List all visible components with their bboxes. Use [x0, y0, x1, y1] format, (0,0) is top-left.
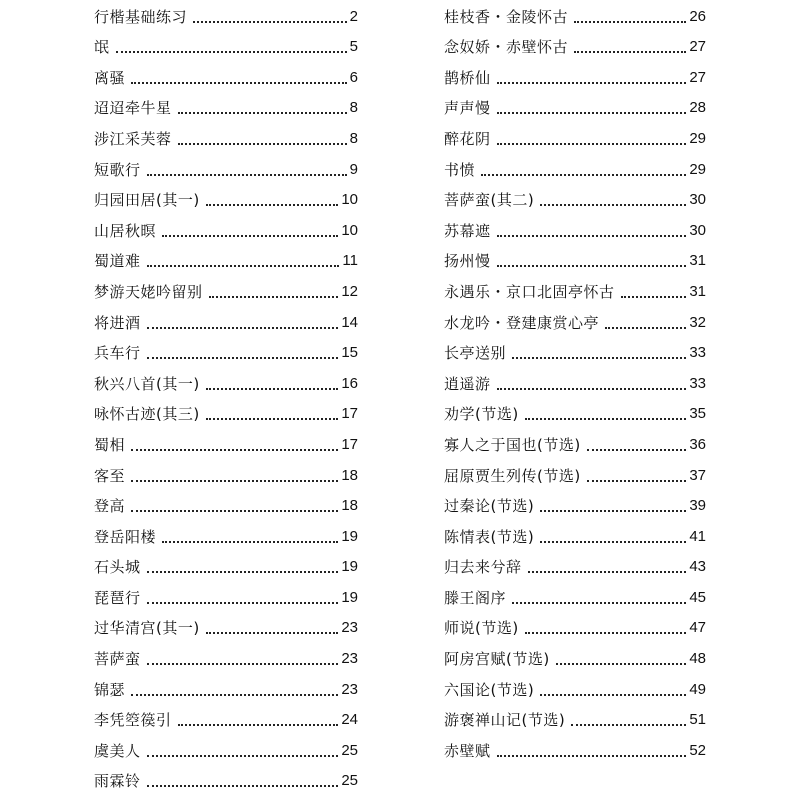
dot-leader: [540, 203, 686, 206]
toc-entry[interactable]: [94, 1, 358, 32]
toc-entry[interactable]: [94, 582, 358, 613]
dot-leader: [574, 50, 686, 53]
toc-entry-title: 扬州慢: [444, 252, 491, 271]
dot-leader: [525, 417, 687, 420]
toc-page-number: 48: [689, 650, 706, 668]
toc-entry-title: 陈情表(节选): [444, 527, 535, 546]
toc-page-number: 19: [341, 558, 358, 576]
dot-leader: [540, 693, 686, 696]
toc-entry-title: 涉江采芙蓉: [94, 129, 172, 148]
toc-page-number: 45: [689, 588, 706, 606]
dot-leader: [497, 142, 687, 145]
toc-entry-title: 醉花阴: [444, 129, 491, 148]
toc-entry-title: 过秦论(节选): [444, 497, 535, 516]
dot-leader: [147, 754, 339, 757]
toc-entry-title: 登岳阳楼: [94, 527, 157, 546]
toc-page-number: 43: [689, 558, 706, 576]
toc-entry-title: 赤壁赋: [444, 741, 491, 760]
toc-entry[interactable]: [94, 399, 358, 430]
toc-page-number: 26: [689, 7, 706, 25]
dot-leader: [556, 662, 687, 665]
dot-leader: [528, 570, 687, 573]
toc-entry[interactable]: [94, 185, 358, 216]
toc-page-number: 19: [341, 527, 358, 545]
toc-entry[interactable]: [94, 307, 358, 338]
toc-entry-title: 短歌行: [94, 160, 141, 179]
dot-leader: [131, 479, 338, 482]
toc-entry-title: 离骚: [94, 68, 126, 87]
toc-entry[interactable]: [94, 552, 358, 583]
dot-leader: [206, 417, 339, 420]
toc-entry[interactable]: [444, 582, 706, 613]
toc-page-number: 15: [341, 344, 358, 362]
toc-page-number: 10: [341, 221, 358, 239]
toc-page-number: 28: [689, 99, 706, 117]
toc-entry-title: 滕王阁序: [444, 588, 507, 607]
toc-page-number: 29: [689, 129, 706, 147]
toc-entry[interactable]: [94, 460, 358, 491]
toc-page-number: 27: [689, 38, 706, 56]
toc-entry[interactable]: [444, 643, 706, 674]
toc-page-number: 49: [689, 680, 706, 698]
toc-entry[interactable]: [94, 246, 358, 277]
toc-entry-title: 寡人之于国也(节选): [444, 435, 581, 454]
toc-entry[interactable]: [94, 705, 358, 736]
toc-entry[interactable]: [444, 185, 706, 216]
toc-entry[interactable]: [444, 705, 706, 736]
toc-page-number: 12: [341, 282, 358, 300]
dot-leader: [497, 754, 687, 757]
toc-page-number: 33: [689, 374, 706, 392]
toc-page-number: 5: [349, 38, 358, 56]
dot-leader: [571, 723, 686, 726]
toc-page-number: 16: [341, 374, 358, 392]
toc-entry[interactable]: [444, 368, 706, 399]
dot-leader: [497, 264, 687, 267]
toc-entry[interactable]: [94, 429, 358, 460]
dot-leader: [512, 356, 686, 359]
toc-entry-title: 屈原贾生列传(节选): [444, 466, 581, 485]
toc-entry[interactable]: [94, 521, 358, 552]
dot-leader: [497, 111, 687, 114]
toc-page-number: 8: [349, 129, 358, 147]
dot-leader: [587, 479, 687, 482]
dot-leader: [497, 387, 687, 390]
toc-page-number: 52: [689, 741, 706, 759]
dot-leader: [147, 662, 339, 665]
toc-entry-title: 鹊桥仙: [444, 68, 491, 87]
toc-entry-title: 过华清宫(其一): [94, 619, 200, 638]
dot-leader: [178, 723, 339, 726]
toc-page-number: 14: [341, 313, 358, 331]
dot-leader: [162, 540, 338, 543]
dot-leader: [147, 356, 339, 359]
toc-entry-title: 永遇乐・京口北固亭怀古: [444, 282, 615, 301]
toc-page-number: 29: [689, 160, 706, 178]
toc-entry-title: 水龙吟・登建康赏心亭: [444, 313, 600, 332]
toc-entry-title: 兵车行: [94, 344, 141, 363]
toc-page-number: 32: [689, 313, 706, 331]
toc-page-number: 18: [341, 497, 358, 515]
toc-entry[interactable]: [444, 429, 706, 460]
toc-entry[interactable]: [444, 460, 706, 491]
toc-entry-title: 念奴娇・赤壁怀古: [444, 38, 569, 57]
toc-entry[interactable]: [444, 246, 706, 277]
toc-entry-title: 阿房宫赋(节选): [444, 650, 550, 669]
toc-entry-title: 雨霖铃: [94, 772, 141, 791]
toc-left-column: [94, 1, 358, 796]
dot-leader: [605, 326, 686, 329]
dot-leader: [147, 601, 339, 604]
toc-entry[interactable]: [94, 338, 358, 369]
toc-page-number: 9: [349, 160, 358, 178]
toc-entry-title: 客至: [94, 466, 126, 485]
dot-leader: [147, 173, 347, 176]
dot-leader: [206, 203, 339, 206]
toc-entry-title: 六国论(节选): [444, 680, 535, 699]
dot-leader: [525, 631, 687, 634]
dot-leader: [178, 111, 347, 114]
dot-leader: [206, 631, 339, 634]
toc-page-number: 51: [689, 711, 706, 729]
toc-entry-title: 归园田居(其一): [94, 191, 200, 210]
toc-entry[interactable]: [444, 154, 706, 185]
toc-page-number: 23: [341, 650, 358, 668]
toc-entry[interactable]: [444, 491, 706, 522]
toc-page-number: 25: [341, 741, 358, 759]
toc-entry[interactable]: [444, 93, 706, 124]
dot-leader: [131, 81, 347, 84]
toc-page-number: 10: [341, 191, 358, 209]
toc-page-number: 19: [341, 588, 358, 606]
toc-entry[interactable]: [94, 674, 358, 705]
toc-page-number: 36: [689, 435, 706, 453]
toc-page-number: 11: [342, 252, 358, 270]
toc-page-number: 30: [689, 221, 706, 239]
toc-entry-title: 将进酒: [94, 313, 141, 332]
toc-entry[interactable]: [94, 276, 358, 307]
toc-entry[interactable]: [94, 62, 358, 93]
toc-entry-title: 登高: [94, 497, 126, 516]
toc-right-column: [444, 1, 706, 766]
toc-page-number: 23: [341, 680, 358, 698]
toc-entry[interactable]: [444, 674, 706, 705]
toc-page-number: 31: [689, 252, 706, 270]
dot-leader: [209, 295, 339, 298]
toc-page-number: 25: [341, 772, 358, 790]
toc-entry-title: 山居秋暝: [94, 221, 157, 240]
dot-leader: [540, 509, 686, 512]
toc-page-number: 2: [349, 7, 358, 25]
toc-entry-title: 桂枝香・金陵怀古: [444, 7, 569, 26]
toc-entry[interactable]: [444, 399, 706, 430]
dot-leader: [147, 784, 339, 787]
toc-entry-title: 虞美人: [94, 741, 141, 760]
toc-entry-title: 声声慢: [444, 99, 491, 118]
toc-entry-title: 梦游天姥吟留别: [94, 282, 203, 301]
dot-leader: [206, 387, 339, 390]
toc-entry[interactable]: [444, 521, 706, 552]
toc-entry[interactable]: [444, 735, 706, 766]
toc-entry-title: 师说(节选): [444, 619, 519, 638]
toc-entry[interactable]: [444, 32, 706, 63]
toc-page-number: 8: [349, 99, 358, 117]
toc-entry-title: 咏怀古迹(其三): [94, 405, 200, 424]
toc-entry[interactable]: [94, 643, 358, 674]
toc-entry-title: 游褒禅山记(节选): [444, 711, 566, 730]
dot-leader: [131, 693, 338, 696]
toc-entry[interactable]: [444, 215, 706, 246]
dot-leader: [540, 540, 686, 543]
toc-page-number: 24: [341, 711, 358, 729]
dot-leader: [621, 295, 687, 298]
toc-entry[interactable]: [94, 735, 358, 766]
toc-entry[interactable]: [94, 93, 358, 124]
toc-entry[interactable]: [444, 307, 706, 338]
toc-entry-title: 氓: [94, 38, 110, 57]
toc-entry-title: 李凭箜篌引: [94, 711, 172, 730]
dot-leader: [481, 173, 686, 176]
toc-entry-title: 书愤: [444, 160, 476, 179]
dot-leader: [147, 570, 339, 573]
toc-entry-title: 蜀相: [94, 435, 126, 454]
toc-entry[interactable]: [444, 62, 706, 93]
dot-leader: [131, 509, 338, 512]
toc-entry-title: 锦瑟: [94, 680, 126, 699]
toc-entry-title: 琵琶行: [94, 588, 141, 607]
toc-entry[interactable]: [94, 215, 358, 246]
toc-entry[interactable]: [94, 154, 358, 185]
toc-page-number: 47: [689, 619, 706, 637]
toc-page-number: 6: [349, 68, 358, 86]
toc-entry[interactable]: [94, 123, 358, 154]
toc-entry[interactable]: [94, 613, 358, 644]
dot-leader: [574, 20, 686, 23]
toc-entry-title: 秋兴八首(其一): [94, 374, 200, 393]
dot-leader: [497, 234, 687, 237]
toc-entry[interactable]: [444, 613, 706, 644]
dot-leader: [147, 264, 340, 267]
toc-entry-title: 行楷基础练习: [94, 7, 188, 26]
dot-leader: [147, 326, 339, 329]
toc-page-number: 30: [689, 191, 706, 209]
toc-entry[interactable]: [94, 368, 358, 399]
toc-entry[interactable]: [94, 766, 358, 797]
dot-leader: [131, 448, 338, 451]
toc-entry[interactable]: [94, 32, 358, 63]
toc-entry[interactable]: [444, 123, 706, 154]
toc-page-number: 17: [341, 405, 358, 423]
dot-leader: [497, 81, 687, 84]
toc-entry-title: 归去来兮辞: [444, 558, 522, 577]
toc-page-number: 31: [689, 282, 706, 300]
toc-entry-title: 迢迢牵牛星: [94, 99, 172, 118]
dot-leader: [587, 448, 687, 451]
dot-leader: [512, 601, 686, 604]
toc-entry-title: 劝学(节选): [444, 405, 519, 424]
toc-page-number: 27: [689, 68, 706, 86]
toc-page-number: 35: [689, 405, 706, 423]
toc-entry-title: 菩萨蛮(其二): [444, 191, 535, 210]
toc-page-number: 33: [689, 344, 706, 362]
dot-leader: [178, 142, 347, 145]
toc-page-number: 41: [689, 527, 706, 545]
toc-page-number: 18: [341, 466, 358, 484]
toc-page-number: 37: [689, 466, 706, 484]
toc-entry[interactable]: [444, 552, 706, 583]
toc-entry[interactable]: [444, 338, 706, 369]
toc-page-number: 17: [341, 435, 358, 453]
dot-leader: [193, 20, 347, 23]
toc-entry-title: 石头城: [94, 558, 141, 577]
toc-page-number: 39: [689, 497, 706, 515]
toc-entry-title: 苏幕遮: [444, 221, 491, 240]
dot-leader: [162, 234, 338, 237]
toc-entry-title: 逍遥游: [444, 374, 491, 393]
toc-entry[interactable]: [444, 1, 706, 32]
dot-leader: [116, 50, 347, 53]
toc-entry-title: 蜀道难: [94, 252, 141, 271]
toc-entry[interactable]: [444, 276, 706, 307]
toc-page-number: 23: [341, 619, 358, 637]
toc-entry-title: 菩萨蛮: [94, 650, 141, 669]
toc-entry[interactable]: [94, 491, 358, 522]
toc-entry-title: 长亭送别: [444, 344, 507, 363]
